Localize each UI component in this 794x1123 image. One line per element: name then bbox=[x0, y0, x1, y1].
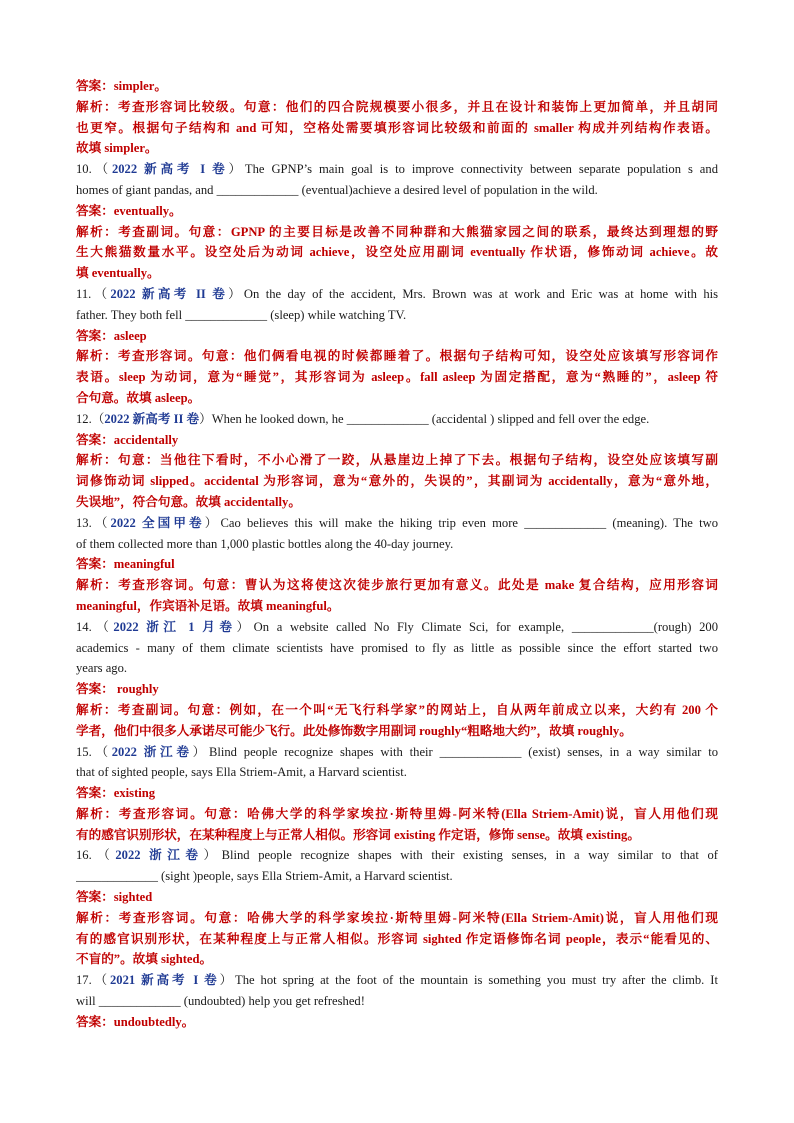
analysis-line bbox=[76, 949, 718, 970]
question-text-after: (rough) 200 bbox=[653, 619, 718, 634]
question-text-after: (exist) senses, in a way similar to bbox=[521, 744, 718, 759]
question-number-close: ） bbox=[204, 515, 221, 530]
question-number-close: ） bbox=[219, 973, 236, 988]
question-line bbox=[76, 409, 718, 430]
question-number-close: ） bbox=[192, 744, 209, 759]
question-line bbox=[76, 845, 718, 866]
answer-blank: _____________ bbox=[524, 515, 607, 530]
answer-line bbox=[76, 783, 718, 804]
question-number: 14.（ bbox=[76, 619, 114, 634]
analysis-line bbox=[76, 346, 718, 367]
answer-text: 答案：undoubtedly。 bbox=[76, 1014, 195, 1029]
question-source: 2022 全国甲卷 bbox=[110, 515, 205, 530]
question-source: 2022 浙江卷 bbox=[111, 744, 193, 759]
analysis-text: meaningful，作宾语补足语。故填 meaningful。 bbox=[76, 598, 340, 613]
answer-blank: _____________ bbox=[185, 307, 268, 322]
answer-text: 答案：sighted bbox=[76, 890, 153, 905]
analysis-line bbox=[76, 388, 718, 409]
question-text: years ago. bbox=[76, 661, 128, 676]
analysis-line bbox=[76, 222, 718, 243]
analysis-text: 学者，他们中很多人承诺尽可能少飞行。此处修饰数字用副词 roughly“粗略地大约”，故填 roughly。 bbox=[76, 723, 632, 738]
question-number: 13.（ bbox=[76, 515, 111, 530]
analysis-text: 有的感官识别形状，在某种程度上与正常人相似。形容词 existing 作定语，修饰 sense。故填 existing。 bbox=[76, 827, 640, 842]
analysis-text: 也更窄。根据句子结构和 and 可知，空格处需要填形容词比较级和前面的 smaller 构成并列结构作表语。 bbox=[76, 120, 718, 135]
question-text: The hot spring at the foot of the mountain is something you must try after the climb. It bbox=[235, 973, 718, 988]
question-number: 10.（ bbox=[76, 162, 112, 177]
analysis-text: 有的感官识别形状，在某种程度上与正常人相似。形容词 sighted 作定语修饰名词 people，表示“能看见的、 bbox=[76, 931, 718, 946]
question-line bbox=[76, 762, 718, 783]
analysis-text: 不盲的”。故填 sighted。 bbox=[76, 952, 213, 967]
question-number: 16.（ bbox=[76, 848, 116, 863]
answer-line bbox=[76, 887, 718, 908]
question-number: 15.（ bbox=[76, 744, 112, 759]
analysis-line bbox=[76, 118, 718, 139]
question-line bbox=[76, 305, 718, 326]
question-line bbox=[76, 159, 718, 180]
analysis-line bbox=[76, 97, 718, 118]
analysis-line bbox=[76, 492, 718, 513]
answer-line bbox=[76, 201, 718, 222]
analysis-line bbox=[76, 263, 718, 284]
analysis-line bbox=[76, 450, 718, 471]
analysis-text: 解析：考查副词。句意：GPNP 的主要目标是改善不同种群和大熊猫家园之间的联系，最终达到理想的野 bbox=[76, 224, 718, 239]
answer-line bbox=[76, 679, 718, 700]
question-line bbox=[76, 658, 718, 679]
analysis-text: 填 eventually。 bbox=[76, 266, 160, 281]
analysis-line bbox=[76, 825, 718, 846]
question-source: 2022 新高考 II 卷 bbox=[110, 286, 229, 301]
answer-line bbox=[76, 554, 718, 575]
question-number: 11.（ bbox=[76, 286, 111, 301]
question-text: academics - many of them climate scientists have promised to fly as little as possible since the effort started two bbox=[76, 640, 718, 655]
analysis-line bbox=[76, 908, 718, 929]
analysis-line bbox=[76, 471, 718, 492]
question-text: Cao believes this will make the hiking trip even more bbox=[220, 515, 525, 530]
question-source: 2022 新高考 II 卷 bbox=[104, 411, 200, 426]
question-text-after: (undoubted) help you get refreshed! bbox=[180, 994, 365, 1009]
answer-blank: _____________ bbox=[439, 744, 522, 759]
answer-blank: _____________ bbox=[76, 869, 158, 884]
answer-line bbox=[76, 1012, 718, 1033]
question-text-after: (sleep) while watching TV. bbox=[267, 307, 407, 322]
question-number-close: ） bbox=[203, 848, 222, 863]
question-number-close: ） bbox=[228, 286, 244, 301]
question-number-close: ） bbox=[236, 619, 254, 634]
question-text: On a website called No Fly Climate Sci, for example, bbox=[253, 619, 572, 634]
answer-text: 答案：asleep bbox=[76, 328, 147, 343]
answer-blank: _____________ bbox=[216, 182, 299, 197]
question-source: 2022 浙江 1 月卷 bbox=[113, 619, 237, 634]
answer-line bbox=[76, 76, 718, 97]
analysis-text: 词修饰动词 slipped。accidental 为形容词，意为“意外的，失误的”，其副词为 accidentally，意为“意外地， bbox=[76, 474, 718, 489]
question-text: will bbox=[76, 994, 99, 1009]
question-line bbox=[76, 742, 718, 763]
question-number-close: ） bbox=[199, 411, 212, 426]
analysis-text: 故填 simpler。 bbox=[76, 141, 158, 156]
question-text: that of sighted people, says Ella Striem-Amit, a Harvard scientist. bbox=[76, 765, 407, 780]
question-number: 12.（ bbox=[76, 411, 105, 426]
answer-blank: _____________ bbox=[98, 994, 181, 1009]
analysis-text: 解析：考查形容词。句意：曹认为这将使这次徒步旅行更加有意义。此处是 make 复合结构，应用形容词 bbox=[76, 578, 718, 593]
question-text-after: (eventual)achieve a desired level of population in the wild. bbox=[298, 182, 598, 197]
question-source: 2022 浙江卷 bbox=[115, 848, 204, 863]
analysis-line bbox=[76, 596, 718, 617]
analysis-text: 失误地”，符合句意。故填 accidentally。 bbox=[76, 494, 301, 509]
question-text: of them collected more than 1,000 plastic bottles along the 40-day journey. bbox=[76, 536, 454, 551]
answer-text: 答案： roughly bbox=[76, 682, 159, 697]
question-line bbox=[76, 513, 718, 534]
question-line bbox=[76, 866, 718, 887]
analysis-line bbox=[76, 929, 718, 950]
question-text: On the day of the accident, Mrs. Brown was at work and Eric was at home with his bbox=[243, 286, 718, 301]
analysis-text: 解析：考查形容词。句意：他们俩看电视的时候都睡着了。根据句子结构可知，设空处应该填写形容词作 bbox=[76, 349, 718, 364]
answer-blank: _____________ bbox=[346, 411, 429, 426]
question-text: Blind people recognize shapes with their bbox=[208, 744, 440, 759]
answer-text: 答案：existing bbox=[76, 786, 156, 801]
answer-text: 答案：accidentally bbox=[76, 432, 179, 447]
question-text: father. They both fell bbox=[76, 307, 186, 322]
question-text-after: (sight )people, says Ella Striem-Amit, a Harvard scientist. bbox=[157, 869, 453, 884]
analysis-line bbox=[76, 721, 718, 742]
analysis-text: 解析：考查形容词。句意：哈佛大学的科学家埃拉·斯特里姆-阿米特(Ella Striem-Amit)说，盲人用他们现 bbox=[76, 806, 718, 821]
question-text: Blind people recognize shapes with their existing senses, in a way similar to that of bbox=[221, 848, 718, 863]
analysis-text: 解析：考查形容词比较级。句意：他们的四合院规模要小很多，并且在设计和装饰上更加简单，并且胡同 bbox=[76, 99, 718, 114]
question-text: When he looked down, he bbox=[211, 411, 347, 426]
answer-line bbox=[76, 326, 718, 347]
analysis-text: 解析：句意：当他往下看时，不小心滑了一跤，从悬崖边上掉了下去。根据句子结构，设空处应该填写副 bbox=[76, 453, 718, 468]
answer-text: 答案：meaningful bbox=[76, 557, 175, 572]
question-source: 2022 新高考 I 卷 bbox=[111, 162, 229, 177]
question-line bbox=[76, 638, 718, 659]
analysis-text: 生大熊猫数量水平。设空处后为动词 achieve，设空处应用副词 eventually 作状语，修饰动词 achieve。故 bbox=[76, 245, 718, 260]
answer-text: 答案：simpler。 bbox=[76, 79, 167, 93]
question-text-after: (accidental ) slipped and fell over the edge. bbox=[428, 411, 650, 426]
question-line bbox=[76, 534, 718, 555]
question-text: The GPNP’s main goal is to improve connectivity between separate population s and bbox=[244, 162, 718, 177]
analysis-line bbox=[76, 242, 718, 263]
analysis-line bbox=[76, 804, 718, 825]
question-line bbox=[76, 970, 718, 991]
answer-blank: _____________ bbox=[571, 619, 654, 634]
question-line bbox=[76, 991, 718, 1012]
analysis-text: 解析：考查副词。句意：例如，在一个叫“无飞行科学家”的网站上，自从两年前成立以来，大约有 200 个 bbox=[76, 702, 718, 717]
question-text-after: (meaning). The two bbox=[606, 515, 718, 530]
analysis-line bbox=[76, 138, 718, 159]
question-text: homes of giant pandas, and bbox=[76, 182, 217, 197]
analysis-line bbox=[76, 367, 718, 388]
analysis-line bbox=[76, 575, 718, 596]
analysis-text: 解析：考查形容词。句意：哈佛大学的科学家埃拉·斯特里姆-阿米特(Ella Striem-Amit)说，盲人用他们现 bbox=[76, 910, 718, 925]
analysis-text: 合句意。故填 asleep。 bbox=[76, 390, 201, 405]
analysis-line bbox=[76, 700, 718, 721]
answer-text: 答案：eventually。 bbox=[76, 203, 182, 218]
answer-line bbox=[76, 430, 718, 451]
analysis-text: 表语。sleep 为动词，意为“睡觉”，其形容词为 asleep。fall asleep 为固定搭配，意为“熟睡的”，asleep 符 bbox=[76, 370, 718, 385]
question-line bbox=[76, 180, 718, 201]
question-number-close: ） bbox=[228, 162, 245, 177]
question-source: 2021 新高考 I 卷 bbox=[109, 973, 220, 988]
question-number: 17.（ bbox=[76, 973, 110, 988]
question-line bbox=[76, 284, 718, 305]
question-line bbox=[76, 617, 718, 638]
